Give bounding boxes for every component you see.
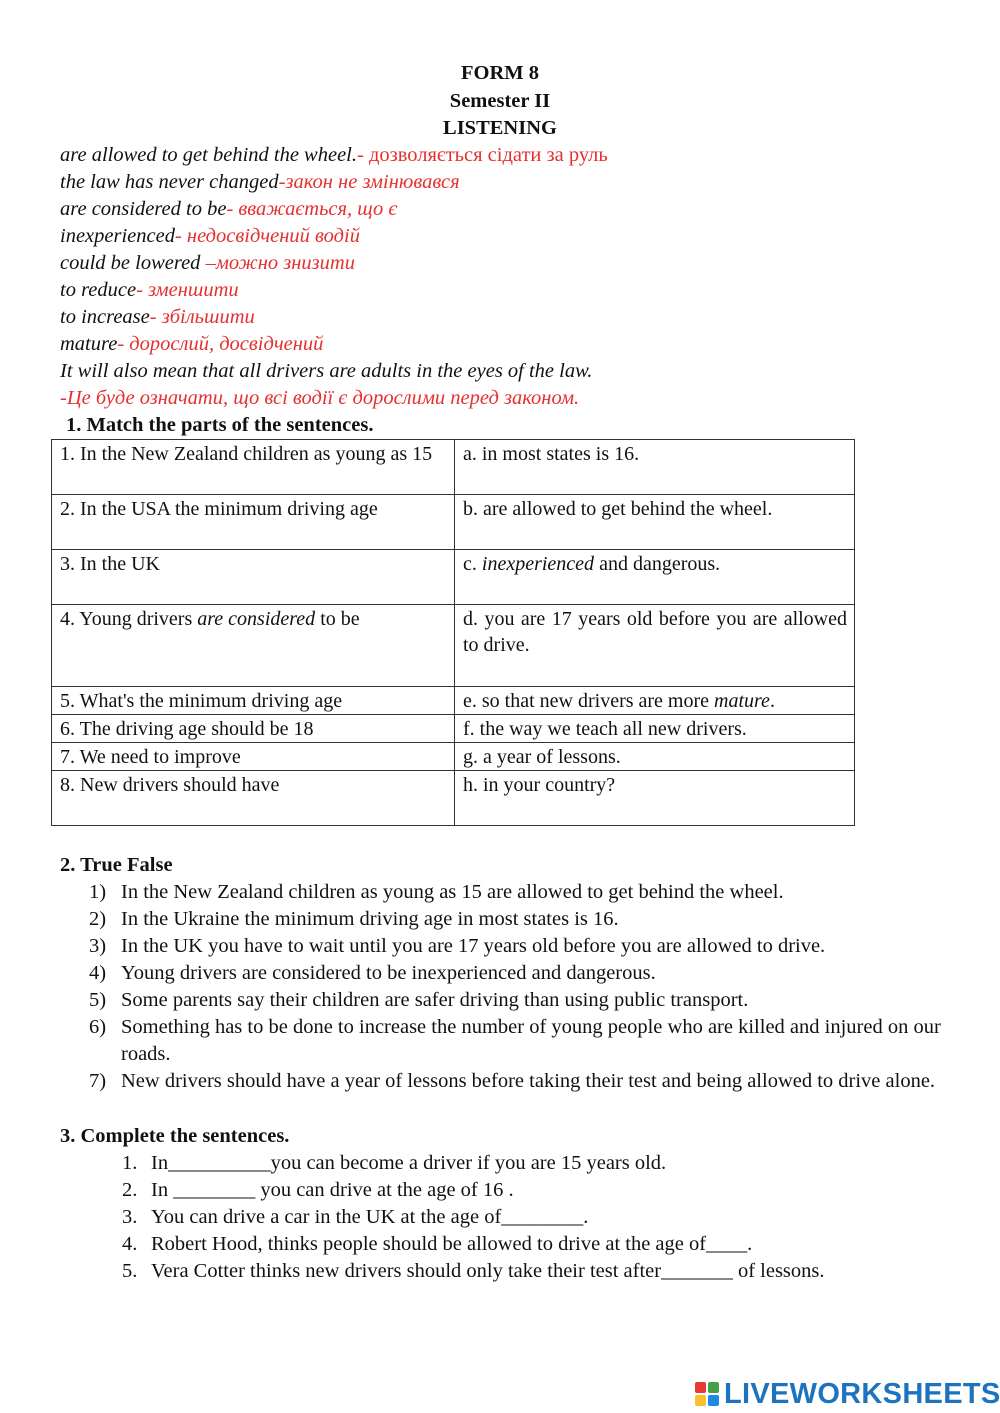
worksheet-header: [0, 60, 1000, 143]
table-row: [52, 495, 855, 550]
table-row: [52, 687, 855, 715]
sentence-end-cell: c. inexperienced and dangerous.: [455, 550, 855, 605]
liveworksheets-logo: [695, 1378, 1000, 1410]
sentence-start-cell: 3. In the UK: [52, 550, 455, 605]
sentence-end-cell: a. in most states is 16.: [455, 440, 855, 495]
item-number: 4): [89, 962, 107, 984]
item-text: Young drivers are considered to be inexperienced and dangerous.: [121, 962, 656, 984]
matching-table: [51, 439, 855, 826]
emphasis-term: are considered: [197, 608, 316, 630]
logo-square: [695, 1382, 706, 1393]
vocab-line: [60, 142, 960, 169]
table-row: [52, 605, 855, 687]
item-number: 5): [89, 989, 107, 1011]
item-number: 5.: [122, 1260, 138, 1282]
vocab-translation: -Це буде означати, що всі водії є дорослими перед законом.: [60, 387, 580, 409]
item-number: 4.: [122, 1233, 138, 1255]
table-row: [52, 550, 855, 605]
item-text: In the New Zealand children as young as 15 are allowed to get behind the wheel.: [121, 881, 784, 903]
sentence-start-cell: 6. The driving age should be 18: [52, 715, 455, 743]
vocab-line: [60, 223, 960, 250]
vocab-translation: - дорослий, досвідчений: [117, 333, 324, 355]
true-false-item: [60, 933, 950, 960]
vocab-line: [60, 385, 960, 412]
item-number: 6): [89, 1016, 107, 1038]
sentence-end-cell: e. so that new drivers are more mature.: [455, 687, 855, 715]
table-row: [52, 771, 855, 826]
vocab-translation: - збільшити: [149, 306, 255, 328]
item-number: 2.: [122, 1179, 138, 1201]
item-text: Vera Cotter thinks new drivers should only take their test after_______ of lessons.: [151, 1260, 825, 1282]
sentence-start-cell: 1. In the New Zealand children as young as 15: [52, 440, 455, 495]
true-false-item: [60, 987, 950, 1014]
task1-title: 1. Match the parts of the sentences.: [66, 414, 374, 436]
sentence-end-cell: d. you are 17 years old before you are allowed to drive.: [455, 605, 855, 687]
vocab-line: [60, 304, 960, 331]
emphasis-term: mature: [714, 690, 770, 712]
true-false-item: [60, 960, 950, 987]
complete-sentence-item: [60, 1231, 950, 1258]
true-false-item: [60, 1014, 950, 1068]
complete-sentence-item: [60, 1177, 950, 1204]
item-text: Robert Hood, thinks people should be allowed to drive at the age of____.: [151, 1233, 753, 1255]
vocab-english: could be lowered: [60, 252, 206, 274]
sentence-end-cell: h. in your country?: [455, 771, 855, 826]
sentence-start-cell: 5. What's the minimum driving age: [52, 687, 455, 715]
true-false-item: [60, 1068, 950, 1095]
task2-title: 2. True False: [60, 854, 173, 876]
complete-sentence-item: [60, 1258, 950, 1285]
vocab-translation: - недосвідчений водій: [174, 225, 360, 247]
item-number: 3): [89, 935, 107, 957]
section-title: LISTENING: [443, 117, 557, 139]
item-text: In__________you can become a driver if you are 15 years old.: [151, 1152, 667, 1174]
vocab-line: [60, 277, 960, 304]
form-title: FORM 8: [461, 62, 539, 84]
table-row: [52, 743, 855, 771]
item-text: In the UK you have to wait until you are 17 years old before you are allowed to drive.: [121, 935, 826, 957]
complete-sentence-item: [60, 1150, 950, 1177]
logo-square: [708, 1382, 719, 1393]
vocab-line: [60, 358, 960, 385]
vocab-english: inexperienced: [60, 225, 175, 247]
vocab-english: are considered to be: [60, 198, 227, 220]
vocabulary-list: [60, 142, 960, 412]
true-false-item: [60, 879, 950, 906]
sentence-end-cell: f. the way we teach all new drivers.: [455, 715, 855, 743]
complete-sentences-list: [60, 1150, 950, 1285]
vocab-english: are allowed to get behind the wheel.: [60, 144, 357, 166]
sentence-start-cell: 7. We need to improve: [52, 743, 455, 771]
vocab-translation: - вважається, що є: [226, 198, 398, 220]
table-row: [52, 715, 855, 743]
item-text: In the Ukraine the minimum driving age in most states is 16.: [121, 908, 619, 930]
complete-sentence-item: [60, 1204, 950, 1231]
logo-square: [708, 1395, 719, 1406]
vocab-line: [60, 169, 960, 196]
item-text: New drivers should have a year of lessons before taking their test and being allowed to drive alone.: [121, 1070, 936, 1092]
vocab-translation: –можно знизити: [205, 252, 355, 274]
sentence-start-cell: 2. In the USA the minimum driving age: [52, 495, 455, 550]
vocab-english: It will also mean that all drivers are adults in the eyes of the law.: [60, 360, 593, 382]
vocab-translation: - зменшити: [136, 279, 239, 301]
vocab-translation: - дозволяється сідати за руль: [357, 144, 608, 166]
true-false-list: [60, 879, 950, 1095]
true-false-item: [60, 906, 950, 933]
brand-name: LIVEWORKSHEETS: [724, 1377, 1000, 1410]
semester-title: Semester II: [449, 89, 551, 112]
vocab-english: to increase: [60, 306, 150, 328]
item-text: You can drive a car in the UK at the age of________.: [151, 1206, 589, 1228]
vocab-line: [60, 250, 960, 277]
task3-title: 3. Complete the sentences.: [60, 1125, 290, 1147]
sentence-end-cell: b. are allowed to get behind the wheel.: [455, 495, 855, 550]
true-false-task: [60, 852, 950, 1095]
vocab-line: [60, 196, 960, 223]
item-text: In ________ you can drive at the age of 16 .: [151, 1179, 514, 1201]
emphasis-term: inexperienced: [481, 553, 595, 575]
vocab-line: [60, 331, 960, 358]
logo-square: [695, 1395, 706, 1406]
sentence-end-cell: g. a year of lessons.: [455, 743, 855, 771]
item-number: 1): [89, 881, 107, 903]
logo-grid-icon: [695, 1382, 719, 1406]
complete-sentences-task: [60, 1123, 950, 1285]
vocab-english: to reduce: [60, 279, 137, 301]
sentence-start-cell: 8. New drivers should have: [52, 771, 455, 826]
item-number: 2): [89, 908, 107, 930]
vocab-translation: -закон не змінювався: [278, 171, 460, 193]
item-text: Something has to be done to increase the number of young people who are killed and injured on our roads.: [121, 1016, 941, 1065]
sentence-start-cell: 4. Young drivers are considered to be: [52, 605, 455, 687]
item-number: 3.: [122, 1206, 138, 1228]
vocab-english: mature: [60, 333, 118, 355]
table-row: [52, 440, 855, 495]
item-text: Some parents say their children are safer driving than using public transport.: [121, 989, 749, 1011]
vocab-english: the law has never changed: [60, 171, 279, 193]
item-number: 7): [89, 1070, 107, 1092]
item-number: 1.: [122, 1152, 138, 1174]
